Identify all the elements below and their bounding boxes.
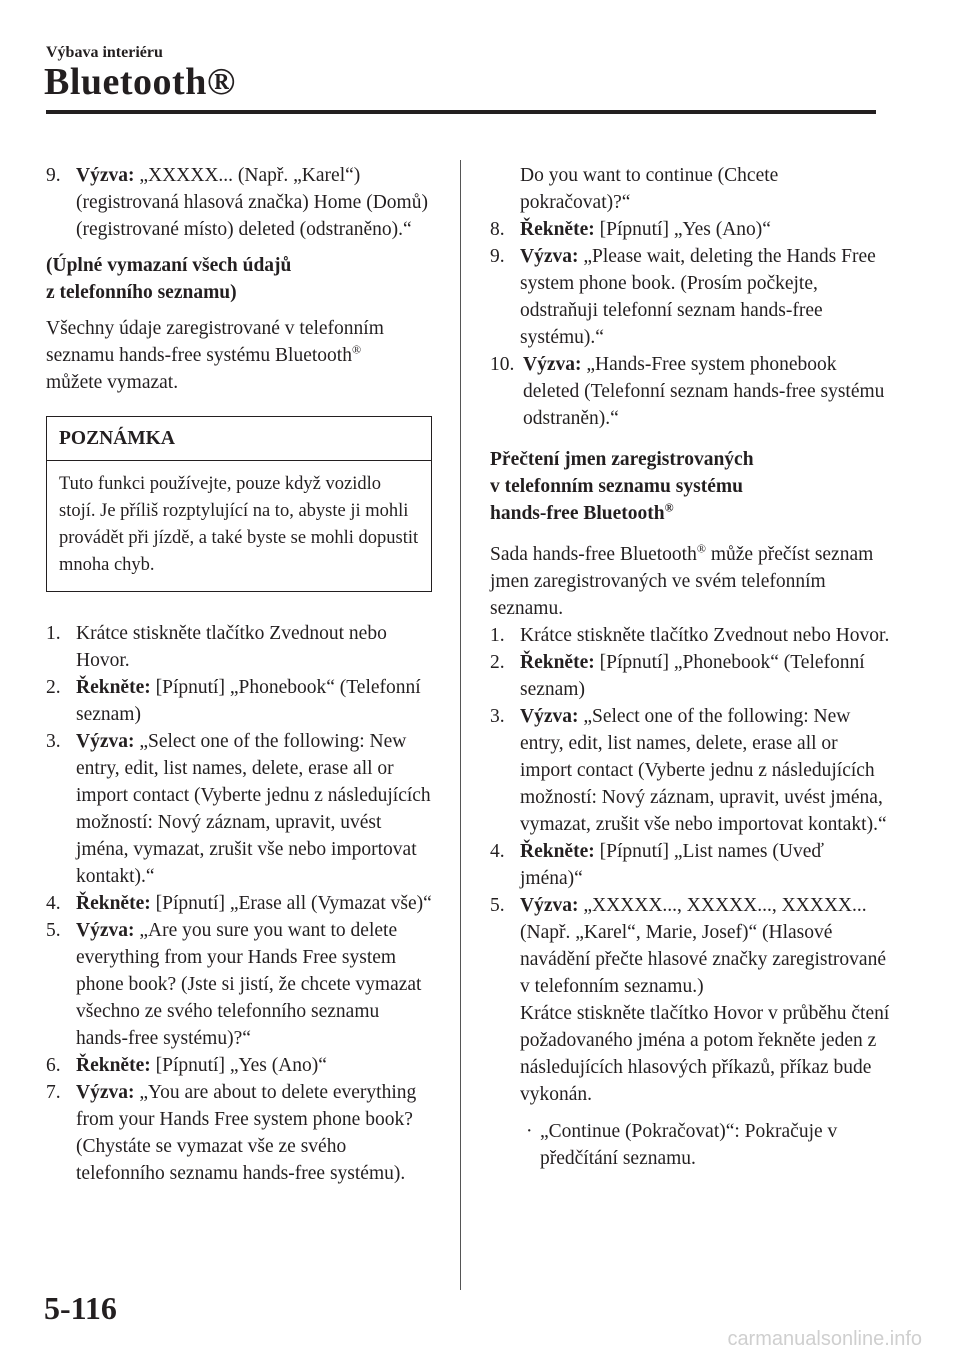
item-keyword: Řekněte: <box>76 1055 151 1076</box>
note-body: Tuto funkci používejte, pouze když vozidlo stojí. Je příliš rozptylující na to, abyste ji mohli provádět při jízdě, a také byste se mohli dopustit mnoha chyb. <box>59 474 419 575</box>
paragraph-text: může přečíst seznam jmen zaregistrovaných ve svém telefonním seznamu. <box>490 544 874 619</box>
item-keyword: Řekněte: <box>520 652 595 673</box>
list-item <box>46 1079 436 1187</box>
paragraph-text: Všechny údaje zaregistrované v telefonním seznamu hands-free systému Bluetooth <box>46 318 384 366</box>
item-keyword: Výzva: <box>520 706 579 727</box>
item-keyword: Výzva: <box>76 920 135 941</box>
item-text: Krátce stiskněte tlačítko Hovor v průběhu čtení požadovaného jména a potom řekněte jeden z následujících hlasových příkazů, příkaz bude vykonán. <box>520 1003 890 1105</box>
item-text: [Pípnutí] „Phonebook“ (Telefonní seznam) <box>76 677 421 725</box>
item-text: „XXXXX... (Např. „Karel“) (registrovaná hlasová značka) Home (Domů) (registrované místo) deleted (odstraněno).“ <box>76 165 428 240</box>
list-item <box>46 162 436 243</box>
item-text: „XXXXX..., XXXXX..., XXXXX... (Např. „Karel“, Marie, Josef)“ (Hlasové navádění přečte hlasové značky zaregistrované v telefonním seznamu.) <box>520 895 886 997</box>
list-item-extra <box>490 1000 890 1108</box>
item-text: Krátce stiskněte tlačítko Zvednout nebo Hovor. <box>76 623 387 671</box>
item-text: [Pípnutí] „Yes (Ano)“ <box>150 1055 327 1076</box>
section-label: Výbava interiéru <box>46 44 163 61</box>
item-text: „Are you sure you want to delete everything from your Hands Free system phone book? (Jste si jistí, že chcete vymazat všechno ze svého telefonního seznamu hands-free systému)?“ <box>76 920 422 1049</box>
item-number: 5. <box>46 920 61 941</box>
list-item <box>490 892 890 1000</box>
bullet-dot: · <box>526 1121 533 1142</box>
list-item <box>490 351 890 432</box>
steps-list <box>490 622 890 1000</box>
item-number: 7. <box>46 1082 61 1103</box>
item-number: 5. <box>490 895 505 916</box>
item-keyword: Řekněte: <box>76 893 151 914</box>
item-text: „Select one of the following: New entry, edit, list names, delete, erase all or import contact (Vyberte jednu z následujících možností: Nový záznam, upravit, uvést jména, vymazat, zrušit vše nebo importovat kontakt).“ <box>76 731 431 887</box>
item-number: 4. <box>490 841 505 862</box>
heading-line: z telefonního seznamu) <box>46 282 237 303</box>
list-item <box>46 890 436 917</box>
item-number: 9. <box>490 246 505 267</box>
heading-line: Přečtení jmen zaregistrovaných <box>490 449 754 470</box>
page-number: 5-116 <box>44 1290 117 1326</box>
item-text: [Pípnutí] „Yes (Ano)“ <box>594 219 771 240</box>
list-item <box>46 728 436 890</box>
item-number: 2. <box>46 677 61 698</box>
section-heading <box>46 252 436 306</box>
registered-mark: ® <box>351 342 362 357</box>
list-item <box>490 649 890 703</box>
list-item <box>46 620 436 674</box>
list-item <box>490 243 890 351</box>
list-item <box>46 1052 436 1079</box>
section-heading <box>490 446 890 527</box>
note-title: POZNÁMKA <box>47 417 431 461</box>
list-item <box>46 917 436 1052</box>
right-column <box>490 162 890 1172</box>
list-item-continuation <box>490 162 890 216</box>
item-keyword: Výzva: <box>76 1082 135 1103</box>
paragraph-text: Sada hands-free Bluetooth <box>490 544 697 565</box>
item-number: 4. <box>46 893 61 914</box>
page-title: Bluetooth® <box>44 61 236 103</box>
item-keyword: Řekněte: <box>76 677 151 698</box>
item-number: 3. <box>46 731 61 752</box>
steps-list <box>46 620 436 1187</box>
list-item <box>46 674 436 728</box>
item-number: 9. <box>46 165 61 186</box>
item-keyword: Výzva: <box>76 731 135 752</box>
item-text: [Pípnutí] „Erase all (Vymazat vše)“ <box>150 893 432 914</box>
registered-mark: ® <box>664 500 674 515</box>
item-text: Krátce stiskněte tlačítko Zvednout nebo Hovor. <box>520 625 890 646</box>
item-text: [Pípnutí] „Phonebook“ (Telefonní seznam) <box>520 652 865 700</box>
paragraph <box>46 315 436 396</box>
item-text: „You are about to delete everything from your Hands Free system phone book? (Chystáte se vymazat vše ze svého telefonního seznamu hands-free systému). <box>76 1082 417 1184</box>
heading-line: (Úplné vymazaní všech údajů <box>46 255 292 276</box>
item-text: „Please wait, deleting the Hands Free system phone book. (Prosím počkejte, odstraňuji telefonní seznam hands-free systému).“ <box>520 246 876 348</box>
column-divider <box>460 160 461 1290</box>
item-keyword: Výzva: <box>523 354 582 375</box>
item-number: 3. <box>490 706 505 727</box>
paragraph <box>490 541 890 622</box>
item-text: „Hands-Free system phonebook deleted (Telefonní seznam hands-free systému odstraněn).“ <box>523 354 885 429</box>
item-number: 10. <box>490 354 515 375</box>
item-keyword: Výzva: <box>520 246 579 267</box>
list-item <box>490 703 890 838</box>
note-box <box>46 416 432 592</box>
item-text: [Pípnutí] „List names (Uveď jména)“ <box>520 841 824 889</box>
heading-line: v telefonním seznamu systému <box>490 476 743 497</box>
item-number: 1. <box>46 623 61 644</box>
item-number: 2. <box>490 652 505 673</box>
item-keyword: Řekněte: <box>520 841 595 862</box>
item-number: 1. <box>490 625 505 646</box>
paragraph-text: můžete vymazat. <box>46 372 179 393</box>
heading-line: hands-free Bluetooth <box>490 503 665 524</box>
registered-mark: ® <box>696 541 706 556</box>
steps-list <box>490 216 890 432</box>
item-text: Do you want to continue (Chcete pokračovat)?“ <box>520 165 779 213</box>
left-column <box>46 162 436 1187</box>
list-item <box>490 622 890 649</box>
header-rule <box>46 110 876 114</box>
item-text: „Select one of the following: New entry, edit, list names, delete, erase all or import contact (Vyberte jednu z následujících možností: Nový záznam, upravit, uvést jména, vymazat, zrušit vše nebo importovat kontakt).“ <box>520 706 887 835</box>
item-number: 6. <box>46 1055 61 1076</box>
bullet-text: „Continue (Pokračovat)“: Pokračuje v předčítání seznamu. <box>540 1121 838 1169</box>
list-item <box>490 216 890 243</box>
item-keyword: Výzva: <box>76 165 135 186</box>
bullet-item <box>490 1118 890 1172</box>
item-number: 8. <box>490 219 505 240</box>
watermark: carmanualsonline.info <box>727 1328 922 1350</box>
list-item <box>490 838 890 892</box>
item-keyword: Řekněte: <box>520 219 595 240</box>
item-keyword: Výzva: <box>520 895 579 916</box>
